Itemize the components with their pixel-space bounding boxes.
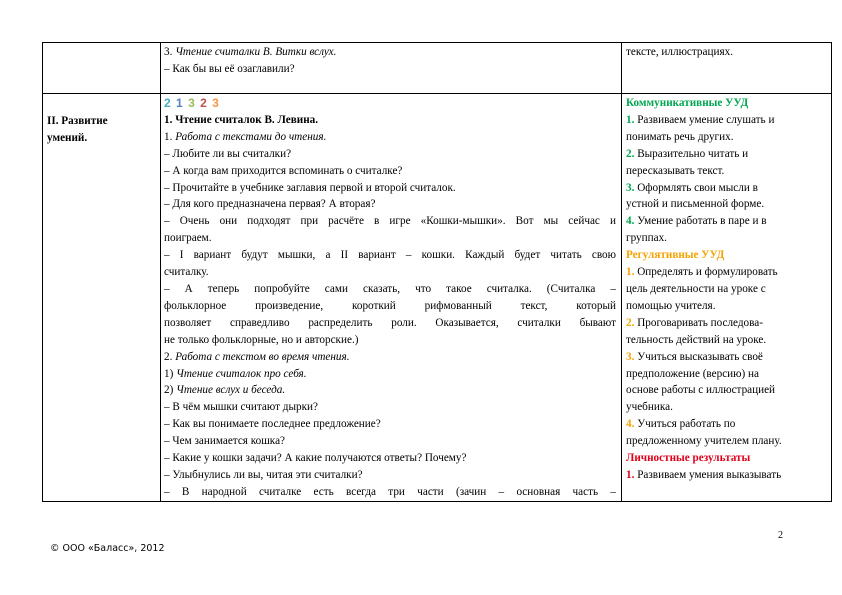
outcome-line: группах. xyxy=(626,232,667,245)
row1-activity-line-2: – Как бы вы её озаглавили? xyxy=(164,62,295,75)
outcome-line: пересказывать текст. xyxy=(626,164,725,177)
text-line: – В чём мышки считают дырки? xyxy=(164,401,318,414)
outcome-line: 4. Умение работать в паре и в xyxy=(626,215,767,228)
text-line: – Как вы понимаете последнее предложение? xyxy=(164,418,381,431)
row1-activity-cell xyxy=(164,44,616,78)
text-line: – Прочитайте в учебнике заглавия первой и второй считалок. xyxy=(164,181,456,194)
row1-activity-line-1: 3. Чтение считалки В. Витки вслух. xyxy=(164,46,337,58)
outcome-line: 1. Развиваем умение слушать и xyxy=(626,113,775,126)
outcome-line: 4. Учиться работать по xyxy=(626,418,736,431)
subsection-heading: 1) Чтение считалок про себя. xyxy=(164,367,307,380)
outcome-line: устной и письменной форме. xyxy=(626,198,765,211)
outcome-line: 1. Развиваем умения выказывать xyxy=(626,468,782,481)
text-line: – А когда вам приходится вспоминать о считалке? xyxy=(164,164,403,177)
text-line: – Чем занимается кошка? xyxy=(164,435,286,448)
text-line: фольклорное произведение, короткий рифмованный текст, который xyxy=(164,299,616,312)
outcome-line: помощью учителя. xyxy=(626,299,716,312)
row1-outcomes-cell xyxy=(626,44,826,61)
text-line: – Какие у кошки задачи? А какие получаются ответы? Почему? xyxy=(164,452,467,465)
copyright-footer: © ООО «Баласс», 2012 xyxy=(50,543,165,554)
text-line: – Для кого предназначена первая? А вторая? xyxy=(164,198,376,211)
text-line: не только фольклорные, но и авторские.) xyxy=(164,333,359,346)
text-line: позволяет справедливо распределить роли. Оказывается, считалки бывают xyxy=(164,316,616,329)
subsection-heading: 2. Работа с текстом во время чтения. xyxy=(164,350,350,363)
uud-heading-regulatory: Регулятивные УУД xyxy=(626,249,725,262)
uud-heading-communicative: Коммуникативные УУД xyxy=(626,97,749,109)
outcome-line: основе работы с иллюстрацией xyxy=(626,384,776,397)
column-divider xyxy=(621,43,622,501)
section-heading: 1. Чтение считалок В. Левина. xyxy=(164,113,319,126)
outcome-line: тельность действий на уроке. xyxy=(626,333,767,346)
outcome-line: 2. Выразительно читать и xyxy=(626,147,749,160)
colored-group-numbers: 2 1 3 2 3 xyxy=(164,96,220,110)
text-line: – Улыбнулись ли вы, читая эти считалки? xyxy=(164,468,363,481)
text-line: – I вариант будут мышки, а II вариант – кошки. Каждый будет читать свою xyxy=(164,249,616,262)
text-line: – Очень они подходят при расчёте в игре «Кошки-мышки». Вот мы сейчас и xyxy=(164,215,616,228)
text-line: считалку. xyxy=(164,266,209,279)
outcome-line: 3. Оформлять свои мысли в xyxy=(626,181,758,194)
outcome-line: цель деятельности на уроке с xyxy=(626,282,766,295)
subsection-heading: 2) Чтение вслух и беседа. xyxy=(164,384,286,397)
outcome-line: предложенному учителем плану. xyxy=(626,435,782,448)
outcome-line: 2. Проговаривать последова- xyxy=(626,316,763,329)
outcome-line: учебника. xyxy=(626,401,673,414)
outcome-line: 1. Определять и формулировать xyxy=(626,266,778,279)
text-line: – В народной считалке есть всегда три части (зачин – основная часть – xyxy=(164,485,616,498)
row2-outcomes-cell xyxy=(626,95,826,484)
text-line: – Любите ли вы считалки? xyxy=(164,147,292,160)
stage-label: II. Развитие умений. xyxy=(47,115,108,144)
text-line: поиграем. xyxy=(164,232,212,245)
page-number: 2 xyxy=(778,530,783,541)
subsection-heading: 1. Работа с текстами до чтения. xyxy=(164,130,327,143)
row-divider xyxy=(43,93,831,94)
lesson-table xyxy=(42,42,832,502)
outcome-line: понимать речь других. xyxy=(626,130,734,143)
row2-activity-cell xyxy=(164,95,616,501)
column-divider xyxy=(160,43,161,501)
row1-outcomes-line-1: тексте, иллюстрациях. xyxy=(626,46,733,58)
outcome-line: 3. Учиться высказывать своё xyxy=(626,350,763,363)
personal-results-heading: Личностные результаты xyxy=(626,452,751,465)
text-line: – А теперь попробуйте сами сказать, что такое считалка. (Считалка – xyxy=(164,282,616,295)
outcome-line: предположение (версию) на xyxy=(626,367,759,380)
